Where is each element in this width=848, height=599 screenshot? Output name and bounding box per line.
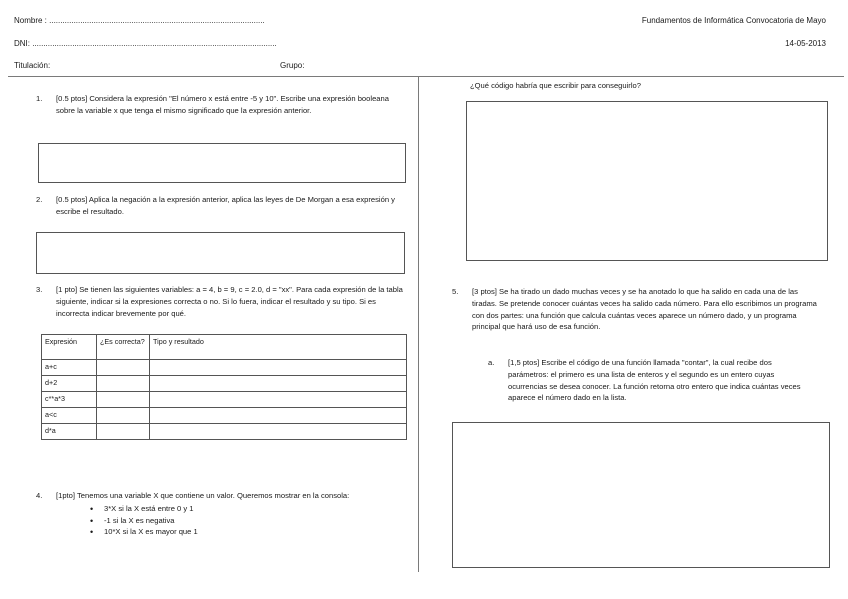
question-1-text: [0.5 ptos] Considera la expresión "El número x está entre -5 y 10". Escribe una expresión booleana sobre la variable x que tenga el mismo significado que la expresión anterior. [56, 94, 389, 115]
question-2-text: [0.5 ptos] Aplica la negación a la expresión anterior, aplica las leyes de De Morgan a esa expresión y escribe el resultado. [56, 195, 395, 216]
expression-table [41, 334, 407, 440]
question-1-number: 1. [36, 94, 43, 103]
table-row [42, 408, 407, 424]
question-5 [452, 286, 822, 333]
course-title: Fundamentos de Informática Convocatoria de Mayo [641, 16, 826, 25]
question-3 [36, 284, 408, 319]
table-header-tipo: Tipo y resultado [150, 335, 407, 360]
list-item: • -1 si la X es negativa [90, 515, 408, 527]
answer-box-5a[interactable] [452, 422, 830, 568]
question-3-number: 3. [36, 285, 43, 294]
question-4-continued: ¿Qué código habría que escribir para conseguirlo? [470, 81, 641, 90]
column-divider [418, 77, 419, 572]
table-header-row [42, 335, 407, 360]
question-1 [36, 93, 398, 117]
table-header-correcta: ¿Es correcta? [97, 335, 150, 360]
answer-box-4[interactable] [466, 101, 828, 261]
table-cell-expression: d+2 [42, 376, 97, 392]
question-4 [36, 490, 408, 538]
table-cell-correct[interactable] [97, 424, 150, 440]
table-cell-expression: a+c [42, 360, 97, 376]
table-cell-correct[interactable] [97, 408, 150, 424]
list-item: • 3*X si la X está entre 0 y 1 [90, 503, 408, 515]
header-divider [8, 76, 844, 77]
table-cell-result[interactable] [150, 392, 407, 408]
dni-field: DNI: .............................................................................................................. [14, 39, 277, 48]
question-5a [488, 357, 810, 404]
question-5-text: [3 ptos] Se ha tirado un dado muchas veces y se ha anotado lo que ha salido en cada una de las tiradas. Se pretende conocer cuántas veces ha salido cada número. Para ello escribimos un programa con dos partes: una función que calcula cuántas veces aparece un número dado, y un programa principal que hará uso de esa función. [472, 287, 817, 332]
table-cell-result[interactable] [150, 360, 407, 376]
list-item: • 10*X si la X es mayor que 1 [90, 526, 408, 538]
table-cell-expression: a<c [42, 408, 97, 424]
table-cell-expression: d*a [42, 424, 97, 440]
table-cell-correct[interactable] [97, 392, 150, 408]
question-4-text: [1pto] Tenemos una variable X que contiene un valor. Queremos mostrar en la consola: [56, 491, 350, 500]
question-5-number: 5. [452, 287, 459, 296]
table-cell-correct[interactable] [97, 376, 150, 392]
question-2-number: 2. [36, 195, 43, 204]
grupo-label: Grupo: [280, 61, 305, 70]
table-row [42, 424, 407, 440]
question-4-number: 4. [36, 491, 43, 500]
table-cell-correct[interactable] [97, 360, 150, 376]
titulacion-label: Titulación: [14, 61, 51, 70]
question-4-bullets [90, 503, 408, 538]
question-5a-label: a. [488, 358, 495, 367]
table-row [42, 376, 407, 392]
table-cell-result[interactable] [150, 424, 407, 440]
table-header-expresion: Expresión [42, 335, 97, 360]
table-row [42, 360, 407, 376]
table-cell-expression: c**a*3 [42, 392, 97, 408]
answer-box-1[interactable] [38, 143, 406, 183]
question-3-text: [1 pto] Se tienen las siguientes variables: a = 4, b = 9, c = 2.0, d = "xx". Para cada expresión de la tabla siguiente, indicar si la expresiones correcta o no. Si lo fuera, indicar el resultado y su tipo. Si es incorrecta indicar brevemente por qué. [56, 285, 403, 318]
table-cell-result[interactable] [150, 376, 407, 392]
question-5a-text: [1,5 ptos] Escribe el código de una función llamada "contar", la cual recibe dos parámetros: el primero es una lista de enteros y el segundo es un entero cuyas ocurrencias se desea conocer. La función retorna otro entero que indica cuántas veces aparece el número dado en la lista. [508, 358, 801, 403]
answer-box-2[interactable] [36, 232, 405, 274]
exam-date: 14-05-2013 [785, 39, 826, 48]
nombre-field: Nombre : ................................................................................................. [14, 16, 265, 25]
question-2 [36, 194, 406, 218]
table-cell-result[interactable] [150, 408, 407, 424]
table-row [42, 392, 407, 408]
